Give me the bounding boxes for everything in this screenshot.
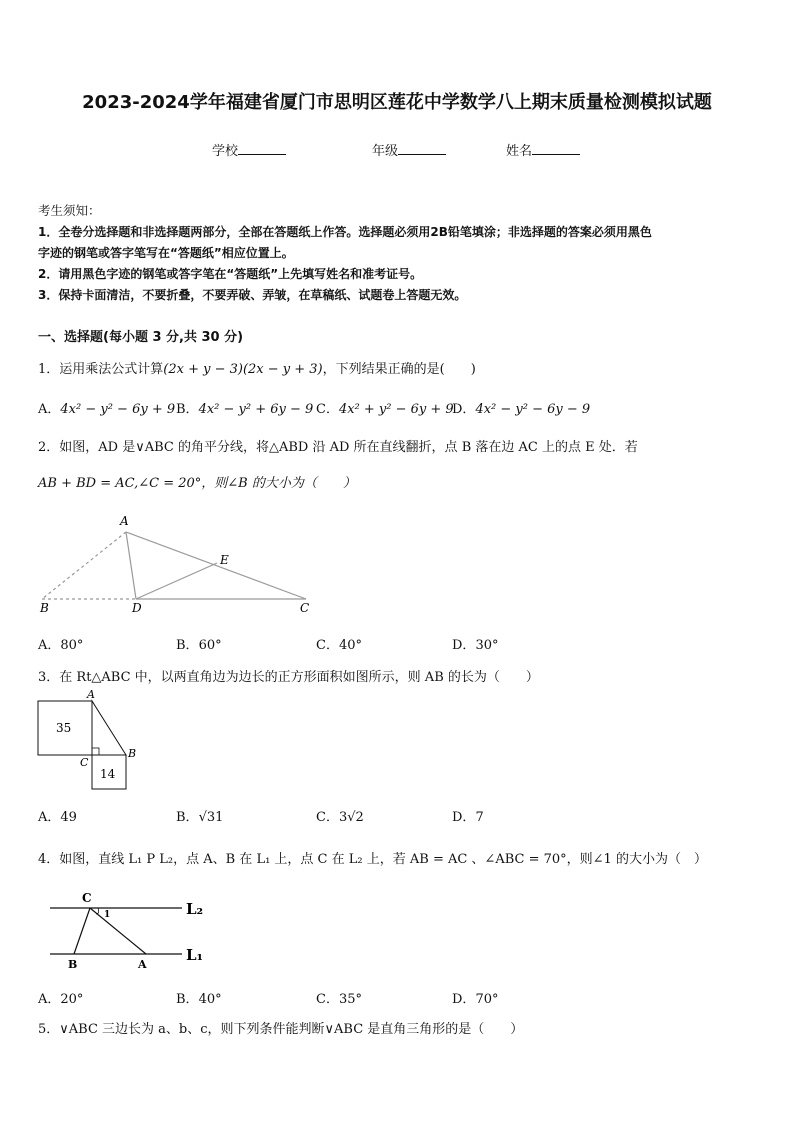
q1-suffix: ，下列结果正确的是( ) (322, 362, 476, 377)
q3-option-d[interactable]: D．7 (452, 810, 484, 825)
q2-option-c[interactable]: C．40° (316, 638, 362, 653)
school-label: 学校 (212, 144, 239, 159)
q1-option-d[interactable]: D．4x² − y² − 6y − 9 (452, 402, 591, 417)
question-2-line-1: 2．如图，AD 是∨ABC 的角平分线，将△ABD 沿 AD 所在直线翻折，点 B 落在边 AC 上的点 E 处．若 (38, 440, 638, 455)
q2-segment-ab (42, 532, 126, 599)
notice-heading: 考生须知： (38, 203, 101, 218)
q4-label-l2: L₂ (186, 900, 204, 918)
q1-option-a[interactable]: A．4x² − y² − 6y + 9 (38, 402, 176, 417)
q4-label-l1: L₁ (186, 946, 204, 964)
q4-label-angle: 1 (104, 910, 111, 920)
q3-right-angle-mark (92, 748, 99, 755)
notice-line-3: 3．保持卡面清洁，不要折叠，不要弄破、弄皱，在草稿纸、试题卷上答题无效。 (38, 288, 467, 302)
q2-label-b: B (40, 601, 49, 615)
q2-options (38, 634, 758, 654)
grade-field[interactable] (372, 140, 446, 159)
page-title: 2023-2024学年福建省厦门市思明区莲花中学数学八上期末质量检测模拟试题 (82, 92, 712, 113)
q4-segment-cb (74, 908, 90, 954)
notice-line-2: 2．请用黑色字迹的钢笔或答字笔在“答题纸”上先填写姓名和准考证号。 (38, 267, 423, 281)
q2-segment-de (136, 563, 217, 599)
q2-option-b[interactable]: B．60° (176, 638, 222, 653)
section-heading-choice: 一、选择题(每小题 3 分,共 30 分) (38, 330, 244, 345)
q2-label-c: C (300, 601, 310, 615)
q1-prefix: 1．运用乘法公式计算 (38, 362, 164, 377)
question-2-line-2: AB + BD = AC,∠C = 20°，则∠B 的大小为（ ） (38, 476, 356, 491)
grade-blank[interactable] (398, 141, 446, 155)
school-blank[interactable] (238, 141, 286, 155)
q4-segment-ca (90, 908, 146, 954)
q2-segment-ad (126, 532, 136, 599)
q2-option-a[interactable]: A．80° (38, 638, 84, 653)
student-info-row (0, 140, 794, 160)
q3-small-area: 14 (100, 767, 116, 781)
school-field[interactable] (212, 140, 286, 159)
notice-line-1b: 字迹的钢笔或答字笔写在“答题纸”相应位置上。 (38, 246, 294, 260)
q1-option-c[interactable]: C．4x² + y² − 6y + 9 (316, 402, 454, 417)
q2-label-e: E (220, 553, 229, 567)
q4-label-c: C (82, 891, 92, 905)
q3-label-b: B (128, 747, 137, 760)
question-3: 3．在 Rt△ABC 中，以两直角边为边长的正方形面积如图所示，则 AB 的长为（ ） (38, 670, 539, 685)
q3-options (38, 806, 758, 826)
q2-label-d: D (132, 601, 142, 615)
q3-right-triangle (92, 701, 126, 755)
q4-option-b[interactable]: B．40° (176, 992, 222, 1007)
q3-label-a: A (87, 688, 95, 701)
q2-option-d[interactable]: D．30° (452, 638, 499, 653)
q3-squares-figure (34, 686, 154, 796)
q1-expression: (2x + y − 3)(2x − y + 3) (163, 362, 323, 377)
q3-big-area: 35 (56, 721, 72, 735)
q3-label-c: C (80, 756, 89, 769)
q4-label-a: A (138, 958, 147, 971)
q4-options (38, 988, 758, 1008)
q3-option-a[interactable]: A．49 (38, 810, 77, 825)
q4-option-d[interactable]: D．70° (452, 992, 499, 1007)
question-5: 5．∨ABC 三边长为 a、b、c，则下列条件能判断∨ABC 是直角三角形的是（ ） (38, 1022, 524, 1037)
question-4: 4．如图，直线 L₁ P L₂，点 A、B 在 L₁ 上，点 C 在 L₂ 上，若 AB = AC 、∠ABC = 70°，则∠1 的大小为（ ） (38, 852, 707, 867)
grade-label: 年级 (372, 144, 399, 159)
notice-line-1a: 1．全卷分选择题和非选择题两部分，全部在答题纸上作答。选择题必须用2B铅笔填涂；非选择题的答案必须用黑色 (38, 225, 652, 239)
q2-segment-ac (126, 532, 306, 599)
question-1 (38, 358, 476, 377)
name-blank[interactable] (532, 141, 580, 155)
q1-option-b[interactable]: B．4x² − y² + 6y − 9 (176, 402, 314, 417)
q4-option-a[interactable]: A．20° (38, 992, 84, 1007)
q2-label-a: A (120, 514, 129, 528)
q1-options (38, 398, 758, 418)
q2-triangle-figure (30, 508, 330, 618)
q3-option-b[interactable]: B．√31 (176, 810, 224, 825)
q4-option-c[interactable]: C．35° (316, 992, 362, 1007)
q4-label-b: B (68, 958, 78, 971)
name-field[interactable] (506, 140, 580, 159)
name-label: 姓名 (506, 144, 533, 159)
q3-option-c[interactable]: C．3√2 (316, 810, 364, 825)
q4-parallel-lines-figure (44, 886, 224, 976)
